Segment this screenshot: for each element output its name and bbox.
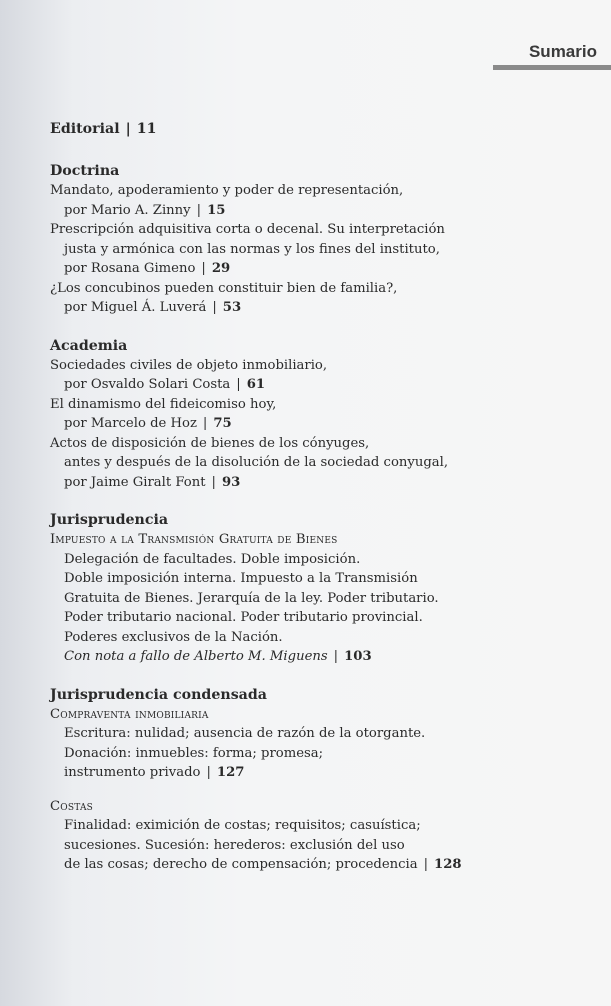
entry-author: por Marcelo de Hoz [64, 416, 197, 431]
toc-entry: El dinamismo del fideicomiso hoy, por Marcelo de Hoz | 75 [50, 395, 590, 434]
entry-line: Poderes exclusivos de la Nación. [64, 629, 283, 645]
header-rule [493, 65, 611, 70]
toc-entry: Mandato, apoderamiento y poder de representación, por Mario A. Zinny | 15 [50, 181, 590, 220]
page-title: Sumario [528, 42, 597, 61]
page-number: 15 [207, 202, 226, 218]
entry-line: Delegación de facultades. Doble imposición. [64, 551, 361, 567]
table-of-contents [50, 119, 590, 893]
entry-title: Mandato, apoderamiento y poder de representación, [50, 183, 404, 198]
entry-line: Doble imposición interna. Impuesto a la Transmisión [64, 571, 418, 586]
entry-line: Escritura: nulidad; ausencia de razón de la otorgante. [64, 726, 426, 741]
entry-author: por Miguel Á. Luverá [64, 300, 207, 315]
page-number: 93 [222, 474, 241, 490]
section-doctrina [50, 161, 590, 318]
page-number: 11 [136, 121, 157, 137]
toc-entry [50, 797, 590, 817]
entry-title: Prescripción adquisitiva corta o decenal. Su interpretación [50, 222, 445, 237]
entry-line: Donación: inmuebles: forma; promesa; [64, 745, 324, 761]
toc-entry: Prescripción adquisitiva corta o decenal. Su interpretación justa y armónica con las normas y los fines del instituto, por Rosana Gimeno | 29 [50, 220, 590, 279]
page-number: 53 [222, 300, 242, 315]
entry-lines: Escritura: nulidad; ausencia de razón de la otorgante. Donación: inmuebles: forma; promesa; instrumento privado | 127 [50, 724, 590, 783]
entry-line: de las cosas; derecho de compensación; procedencia [64, 857, 418, 872]
section-title: Editorial | 11 [50, 121, 157, 137]
section-title: Jurisprudencia [50, 512, 169, 528]
entry-line: sucesiones. Sucesión: herederos: exclusión del uso [64, 837, 405, 853]
entry-title-cont: justa y armónica con las normas y los fines del instituto, [64, 241, 440, 257]
page-number: 75 [213, 416, 232, 431]
entry-title: Sociedades civiles de objeto inmobiliario, [50, 357, 328, 373]
toc-entry [50, 530, 590, 550]
entry-lines: Finalidad: eximición de costas; requisitos; casuística; sucesiones. Sucesión: herederos: exclusión del uso de las cosas; derecho de compensación; procedencia | 128 [50, 816, 590, 875]
entry-heading: Impuesto a la Transmisión Gratuita de Bienes [50, 532, 338, 547]
entry-heading: Costas [50, 798, 94, 814]
entry-author: por Jaime Giralt Font [64, 474, 206, 490]
toc-entry: Actos de disposición de bienes de los cónyuges, antes y después de la disolución de la sociedad conyugal, por Jaime Giralt Font | 93 [50, 434, 590, 493]
section-title: Doctrina [50, 163, 120, 179]
page-number: 128 [434, 857, 462, 872]
toc-entry [50, 705, 590, 725]
entry-author: por Mario A. Zinny [64, 202, 191, 218]
entry-note: Con nota a fallo de Alberto M. Miguens [64, 649, 328, 664]
entry-title: ¿Los concubinos pueden constituir bien de familia?, [50, 280, 398, 296]
entry-title-cont: antes y después de la disolución de la sociedad conyugal, [64, 455, 449, 470]
section-editorial [50, 119, 590, 139]
page-number: 29 [211, 261, 231, 276]
entry-line: Finalidad: eximición de costas; requisitos; casuística; [64, 818, 421, 833]
entry-line: Gratuita de Bienes. Jerarquía de la ley. Poder tributario. [64, 590, 439, 606]
page-number: 127 [216, 765, 245, 780]
entry-title: El dinamismo del fideicomiso hoy, [50, 396, 277, 412]
entry-heading: Compraventa inmobiliaria [50, 706, 209, 722]
entry-line: Poder tributario nacional. Poder tributario provincial. [64, 610, 423, 625]
toc-entry: ¿Los concubinos pueden constituir bien de familia?, por Miguel Á. Luverá | 53 [50, 279, 590, 318]
section-title: Jurisprudencia condensada [50, 686, 267, 703]
entry-lines: Delegación de facultades. Doble imposición. Doble imposición interna. Impuesto a la Transmisión Gratuita de Bienes. Jerarquía de la ley. Poder tributario. Poder tributario nacional. Poder tributario provincial. Poderes exclusivos de la Nación. Con nota a fallo de Alberto M. Miguens | 103 [50, 550, 590, 667]
toc-entry: Sociedades civiles de objeto inmobiliario, por Osvaldo Solari Costa | 61 [50, 356, 590, 395]
section-jurisprudencia-condensada [50, 685, 590, 875]
section-jurisprudencia [50, 510, 590, 667]
section-academia [50, 336, 590, 493]
section-title: Academia [50, 337, 128, 354]
entry-line: instrumento privado [64, 765, 201, 780]
entry-author: por Rosana Gimeno [64, 261, 196, 276]
entry-author: por Osvaldo Solari Costa [64, 377, 231, 392]
page-number: 103 [344, 649, 372, 664]
entry-title: Actos de disposición de bienes de los cónyuges, [50, 435, 370, 451]
page-number: 61 [246, 377, 266, 392]
